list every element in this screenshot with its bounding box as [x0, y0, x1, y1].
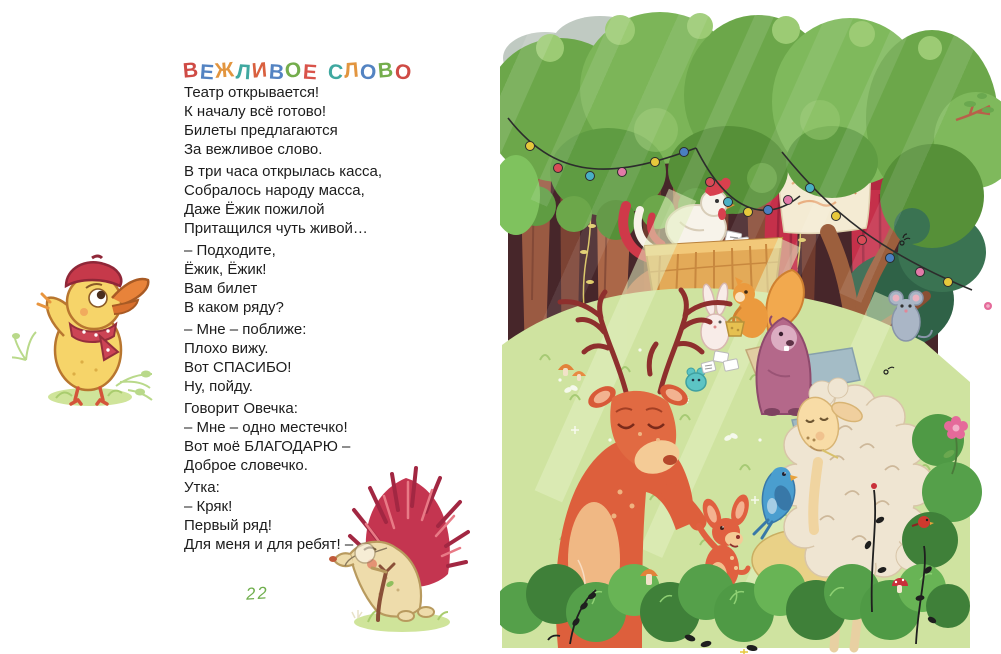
deer-nose: [663, 455, 677, 465]
hedgehog-nose: [329, 556, 337, 562]
poem-stanza: [184, 83, 414, 159]
poem-line: – Мне – одно местечко!: [184, 419, 348, 436]
poem-line: Для меня и для ребят! –: [184, 536, 354, 553]
title-letter: И: [250, 58, 270, 83]
poem-line: За вежливое слово.: [184, 141, 323, 158]
poem-line: Ёжик, Ёжик!: [184, 261, 267, 278]
beaver-nose: [786, 340, 794, 346]
yellow-flower-doodle: [740, 649, 748, 654]
poem-line: Ну, пойду.: [184, 378, 253, 395]
duck-illustration: [12, 240, 160, 410]
forest-theatre-illustration: [500, 0, 1001, 654]
title-letter: Л: [234, 60, 253, 85]
title-letter: Е: [302, 60, 320, 85]
poem-line: Билеты предлагаются: [184, 122, 338, 139]
poem-line: Собралось народу масса,: [184, 182, 365, 199]
poem-line: Утка:: [184, 479, 220, 496]
title-letter: О: [284, 58, 304, 83]
poem-title: [183, 60, 413, 84]
red-berry: [871, 483, 877, 489]
poem-line: – Мне – поближе:: [184, 321, 307, 338]
poem-line: Доброе словечко.: [184, 457, 308, 474]
poem-line: В три часа открылась касса,: [184, 163, 382, 180]
hedgehog-illustration: [320, 452, 470, 634]
title-letter: Л: [343, 58, 362, 83]
poem-stanza: [184, 320, 414, 396]
title-letter: О: [394, 60, 414, 85]
poem-line: Вам билет: [184, 280, 258, 297]
poem-line: Первый ряд!: [184, 517, 272, 534]
title-letter: С: [326, 60, 345, 85]
poem-line: Плохо вижу.: [184, 340, 269, 357]
title-letter: В: [181, 58, 201, 83]
poem-line: К началу всё готово!: [184, 103, 327, 120]
poem-line: Даже Ёжик пожилой: [184, 201, 325, 218]
title-letter: О: [359, 60, 380, 85]
sheep-foreleg: [813, 462, 818, 530]
title-letter: Е: [198, 60, 216, 85]
poem-line: Вот СПАСИБО!: [184, 359, 292, 376]
duck-eye: [89, 289, 107, 307]
poem-line: – Кряк!: [184, 498, 233, 515]
poem-stanza: [184, 241, 414, 317]
page-number: 22: [245, 583, 270, 604]
poem-line: Театр открывается!: [184, 84, 320, 101]
rooster-wattle: [718, 208, 726, 220]
title-letter: В: [377, 58, 396, 83]
poem-stanza: [184, 162, 414, 238]
poem-line: Вот моё БЛАГОДАРЮ –: [184, 438, 351, 455]
hedgehog-glasses-lens: [355, 543, 375, 563]
title-letter: Ж: [214, 58, 237, 83]
title-space: [318, 77, 327, 78]
poem-line: Говорит Овечка:: [184, 400, 298, 417]
title-letter: В: [267, 60, 286, 85]
poem-line: Притащился чуть живой…: [184, 220, 368, 237]
poem-line: – Подходите,: [184, 242, 276, 259]
duck-cheek: [80, 308, 88, 316]
duck-head: [67, 275, 148, 329]
poem-line: В каком ряду?: [184, 299, 284, 316]
